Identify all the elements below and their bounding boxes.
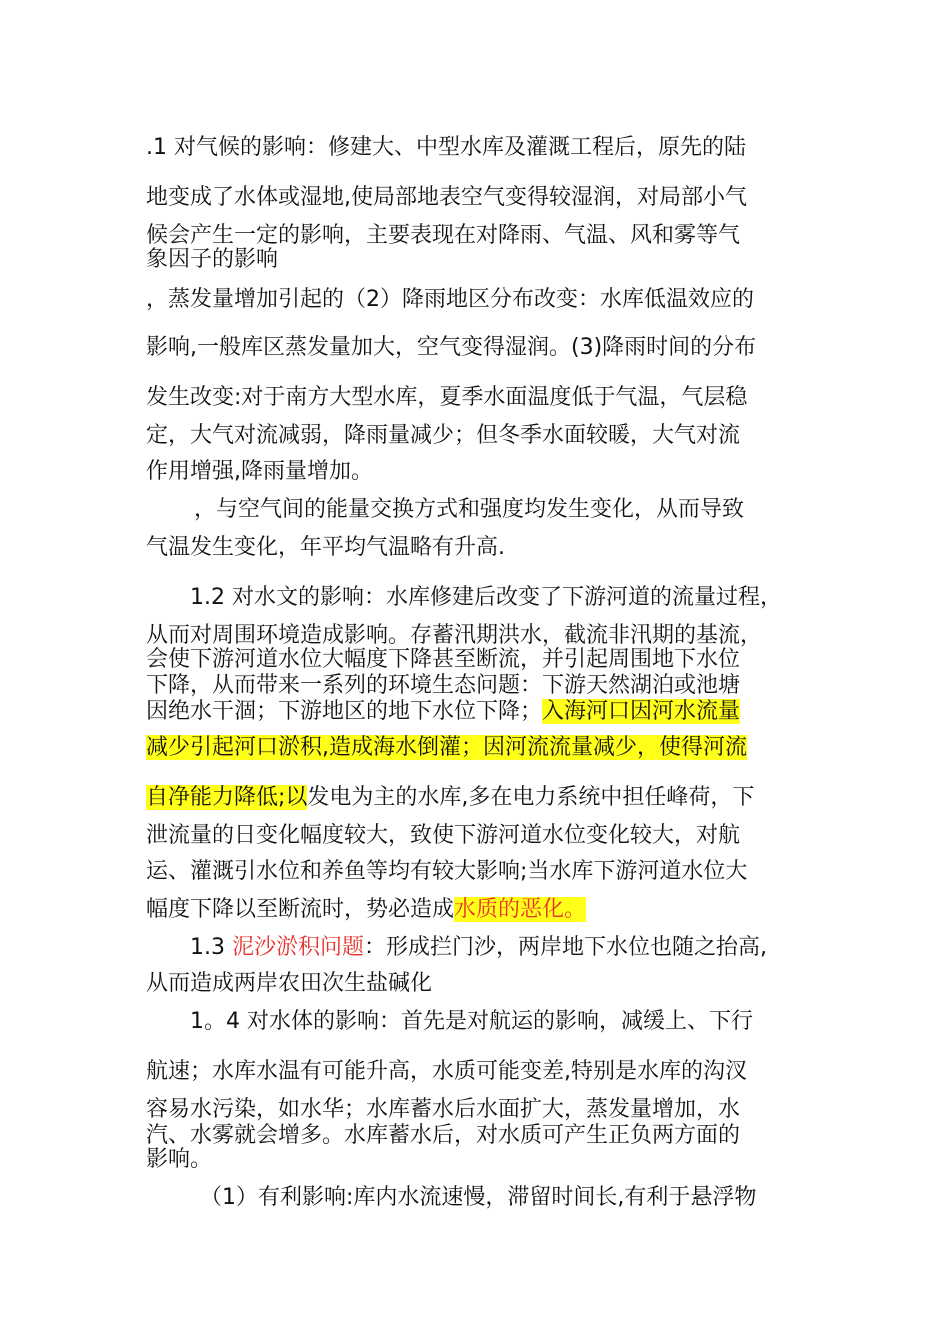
text-line-21 xyxy=(146,896,586,924)
highlighted-red-text: 水质的恶化。 xyxy=(454,897,587,922)
text-line-7: 发生改变:对于南方大型水库，夏季水面温度低于气温，气层稳 xyxy=(146,385,748,410)
text-line-25: 航速；水库水温有可能升高，水质可能变差,特别是水库的沟汊 xyxy=(146,1059,747,1084)
text-span: 因绝水干涸；下游地区的地下水位下降； xyxy=(146,699,543,724)
text-line-11: 气温发生变化，年平均气温略有升高. xyxy=(146,535,505,560)
text-line-20: 运、灌溉引水位和养鱼等均有较大影响;当水库下游河道水位大 xyxy=(146,859,748,884)
section-1-4-heading-line: 1。4 对水体的影响：首先是对航运的影响，减缓上、下行 xyxy=(190,1009,753,1034)
text-line-17 xyxy=(146,734,747,762)
text-line-23: 从而造成两岸农田次生盐碱化 xyxy=(146,971,433,996)
text-line-18 xyxy=(146,784,754,812)
text-line-9: 作用增强,降雨量增加。 xyxy=(146,459,373,484)
text-line-13: 从而对周围环境造成影响。存蓄汛期洪水，截流非汛期的基流， xyxy=(146,623,763,648)
text-line-14: 会使下游河道水位大幅度下降甚至断流，并引起周围地下水位 xyxy=(146,647,741,672)
section-1-2-heading-line: 1.2 对水文的影响：水库修建后改变了下游河道的流量过程， xyxy=(190,585,782,610)
section-1-3-heading-line xyxy=(190,934,767,962)
text-span: ：形成拦门沙，两岸地下水位也随之抬高, xyxy=(364,935,767,960)
text-span: 1.3 xyxy=(190,935,232,960)
text-span: 发电为主的水库,多在电力系统中担任峰荷，下 xyxy=(307,785,755,810)
highlighted-text: 减少引起河口淤积,造成海水倒灌；因河流流量减少，使得河流 xyxy=(146,735,747,760)
text-line-19: 泄流量的日变化幅度较大，致使下游河道水位变化较大，对航 xyxy=(146,823,741,848)
text-line-29: （1）有利影响:库内水流速慢，滞留时间长,有利于悬浮物 xyxy=(200,1185,757,1210)
text-line-15: 下降，从而带来一系列的环境生态问题：下游天然湖泊或池塘 xyxy=(146,673,741,698)
text-line-16 xyxy=(146,698,740,726)
text-line-10: ，与空气间的能量交换方式和强度均发生变化，从而导致 xyxy=(194,497,745,522)
text-line-2: 地变成了水体或湿地,使局部地表空气变得较湿润，对局部小气 xyxy=(146,185,747,210)
text-line-3: 候会产生一定的影响，主要表现在对降雨、气温、风和雾等气 xyxy=(146,223,741,248)
text-line-28: 影响。 xyxy=(146,1147,213,1172)
red-text: 泥沙淤积问题 xyxy=(231,935,364,960)
text-line-4: 象因子的影响 xyxy=(146,247,279,272)
highlighted-text: 入海河口因河水流量 xyxy=(542,699,741,724)
highlighted-text: 自净能力降低;以 xyxy=(146,785,308,810)
text-line-1: .1 对气候的影响：修建大、中型水库及灌溉工程后，原先的陆 xyxy=(146,135,746,160)
text-line-5: ，蒸发量增加引起的（2）降雨地区分布改变：水库低温效应的 xyxy=(146,287,754,312)
text-line-6: 影响,一般库区蒸发量加大，空气变得湿润。(3)降雨时间的分布 xyxy=(146,335,757,360)
text-span: 幅度下降以至断流时，势必造成 xyxy=(146,897,455,922)
text-line-26: 容易水污染，如水华；水库蓄水后水面扩大，蒸发量增加，水 xyxy=(146,1097,741,1122)
text-line-27: 汽、水雾就会增多。水库蓄水后，对水质可产生正负两方面的 xyxy=(146,1123,741,1148)
text-line-8: 定，大气对流减弱，降雨量减少；但冬季水面较暖，大气对流 xyxy=(146,423,741,448)
